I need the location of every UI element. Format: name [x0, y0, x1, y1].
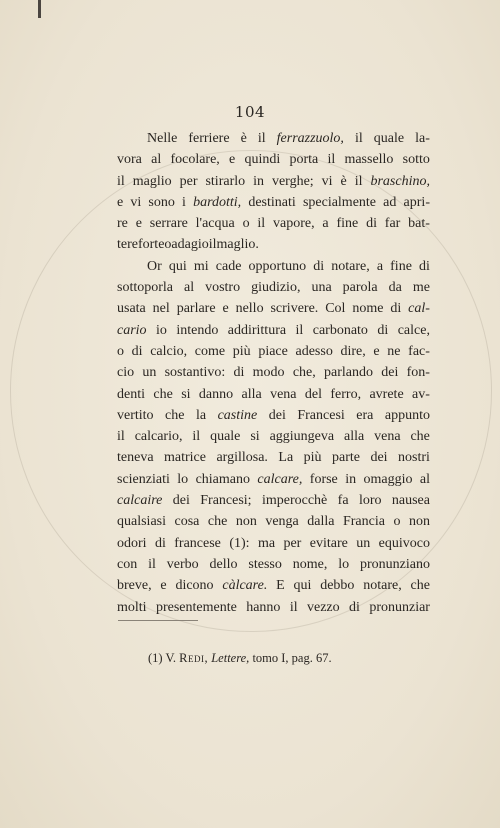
corner-mark: [38, 0, 41, 18]
word: scienziati: [117, 471, 170, 487]
word: odori: [117, 535, 147, 551]
word: chiamano: [195, 471, 250, 487]
word: qui: [168, 258, 187, 274]
word: cal-: [408, 301, 430, 317]
word: equivoco: [378, 535, 430, 551]
word: vi: [130, 194, 142, 210]
word: nello: [235, 301, 264, 317]
word: il: [327, 152, 336, 168]
word: giudizio,: [251, 280, 301, 296]
word: a: [322, 216, 329, 232]
word: specialmente: [302, 194, 377, 210]
word: bat-: [408, 216, 430, 232]
word: aggiungeva: [269, 429, 335, 445]
word: dei: [370, 450, 388, 466]
word: cio: [117, 365, 135, 381]
word: vapore,: [273, 216, 315, 232]
text-line: [117, 362, 430, 383]
text-line: [117, 490, 430, 511]
word: hanno: [246, 599, 281, 615]
word: il: [295, 322, 304, 338]
word: porta: [289, 152, 319, 168]
word: omaggio: [363, 471, 413, 487]
word: il: [117, 429, 125, 445]
word: e: [135, 216, 142, 232]
word: fac-: [408, 343, 430, 359]
word: verbo: [166, 556, 199, 572]
word: nel: [152, 301, 170, 317]
word: pronunziar: [369, 599, 430, 615]
word: Or: [147, 258, 162, 274]
word: del: [304, 386, 323, 402]
word: in: [253, 173, 264, 189]
word: il: [354, 173, 363, 189]
word: i: [182, 194, 186, 210]
word: come: [194, 343, 226, 359]
word: vi: [321, 173, 333, 189]
word: è: [340, 173, 347, 189]
word: quale: [210, 429, 241, 445]
word: l'acqua: [195, 216, 235, 232]
word: Francesi: [297, 407, 345, 423]
word: piace: [258, 343, 288, 359]
text-line: [117, 277, 430, 298]
word: un: [356, 535, 371, 551]
word: che: [153, 386, 173, 402]
word: dello: [209, 556, 238, 572]
word: il: [148, 556, 156, 572]
text-line: [117, 554, 430, 575]
word: la: [195, 407, 207, 423]
word: a: [376, 258, 384, 274]
word: un: [142, 365, 157, 381]
word: mi: [193, 258, 209, 274]
word: opportuno: [248, 258, 307, 274]
word: di: [390, 301, 402, 317]
word: stirarlo: [205, 173, 246, 189]
word: o: [393, 514, 401, 530]
word: ferriere: [188, 131, 230, 146]
word: più: [303, 450, 322, 466]
text-line: [117, 447, 430, 468]
word: qualsiasi: [117, 514, 166, 530]
word: o: [164, 237, 172, 253]
word: cario: [117, 322, 147, 338]
word: e: [373, 343, 380, 359]
word: focolare,: [170, 152, 220, 168]
text-line: [117, 426, 430, 447]
word: calcare,: [257, 471, 303, 487]
word: io: [156, 322, 167, 338]
word: lo: [338, 556, 350, 572]
word: ne: [387, 343, 401, 359]
word: o: [117, 343, 124, 359]
word: vostro: [205, 280, 241, 296]
word: è: [240, 131, 247, 146]
footnote-marker: (1) V.: [148, 651, 180, 665]
word: si: [181, 386, 191, 402]
word: e: [222, 301, 229, 317]
word: e: [229, 152, 236, 168]
footnote-rule: [118, 620, 198, 621]
word: calcio,: [150, 343, 188, 359]
word: la-: [415, 131, 430, 146]
word: il: [192, 429, 201, 445]
word: in: [345, 471, 357, 487]
word: cosa: [174, 514, 200, 530]
word: La: [278, 450, 294, 466]
word: serrare: [149, 216, 188, 232]
word: venga: [265, 514, 299, 530]
text-line: [117, 405, 430, 426]
word: non: [235, 514, 257, 530]
word: presentemente: [155, 599, 237, 615]
word: avrete: [369, 386, 404, 402]
word: dei: [172, 493, 190, 509]
word: parola: [342, 280, 378, 296]
word: re: [117, 216, 128, 232]
word: di: [233, 365, 245, 381]
word: pronunziano: [359, 556, 430, 572]
word: Francesi;: [200, 493, 252, 509]
word: di: [377, 322, 389, 338]
word: breve,: [117, 578, 152, 594]
word: calce,: [397, 322, 430, 338]
word: debbo: [320, 578, 355, 594]
text-line: [117, 298, 430, 319]
footnote-title: Lettere,: [211, 651, 250, 665]
word: tere: [117, 237, 138, 253]
word: massello: [344, 152, 394, 168]
word: ferrazzuolo,: [276, 131, 344, 146]
word: parlare: [176, 301, 216, 317]
word: denti: [117, 386, 145, 402]
word: càlcare.: [222, 578, 268, 594]
word: che: [410, 429, 430, 445]
word: sostantivo:: [164, 365, 226, 381]
word: qui: [293, 578, 312, 594]
word: molti: [117, 599, 147, 615]
word: imperocchè: [261, 493, 328, 509]
word: calcaire: [117, 493, 163, 509]
text-line: [117, 575, 430, 596]
footnote-rest: tomo I, pag. 67.: [249, 651, 332, 665]
text-line: [117, 341, 430, 362]
word: vora: [117, 152, 142, 168]
word: e: [117, 194, 124, 210]
word: che: [207, 514, 228, 530]
word: il: [208, 237, 217, 253]
word: fine: [336, 216, 359, 232]
text-line: [117, 171, 430, 192]
word: carbonato: [312, 322, 368, 338]
word: di: [313, 258, 325, 274]
word: teneva: [117, 450, 154, 466]
word: era: [356, 407, 374, 423]
word: nome,: [292, 556, 328, 572]
word: di: [366, 216, 377, 232]
word: il: [257, 131, 266, 146]
word: il: [354, 131, 363, 146]
word: di: [154, 535, 166, 551]
word: ad: [383, 194, 397, 210]
word: ferro,: [330, 386, 362, 402]
word: di: [419, 258, 430, 274]
word: e: [160, 578, 167, 594]
page-number: 104: [234, 103, 266, 121]
body-text: [117, 128, 430, 618]
word: braschino,: [370, 173, 430, 189]
word: di: [131, 343, 143, 359]
word: danno: [198, 386, 234, 402]
text-line: [117, 469, 430, 490]
word: maglio.: [216, 237, 259, 253]
word: Francia: [342, 514, 385, 530]
word: per: [283, 535, 302, 551]
word: con: [117, 556, 138, 572]
word: dei: [381, 365, 399, 381]
word: sottoporla: [117, 280, 173, 296]
word: si: [250, 429, 260, 445]
word: addirittura: [227, 322, 287, 338]
word: una: [311, 280, 332, 296]
word: nostri: [398, 450, 430, 466]
word: il: [289, 599, 298, 615]
word: calcario,: [134, 429, 183, 445]
text-line: [117, 234, 430, 255]
word: ma: [257, 535, 276, 551]
word: al: [419, 471, 430, 487]
text-line: [117, 213, 430, 234]
word: il: [117, 173, 125, 189]
word: forte: [137, 237, 165, 253]
word: parlando: [324, 365, 373, 381]
word: me: [412, 280, 430, 296]
word: parte: [331, 450, 360, 466]
word: nausea: [391, 493, 430, 509]
word: fon-: [406, 365, 430, 381]
footnote-author: Redi,: [179, 651, 209, 665]
footnote: [148, 651, 332, 666]
word: alla: [241, 386, 262, 402]
word: stesso: [248, 556, 282, 572]
word: notare,: [331, 258, 370, 274]
word: al: [151, 152, 162, 168]
word: matrice: [164, 450, 206, 466]
word: evitare: [309, 535, 348, 551]
text-line: [117, 597, 430, 618]
word: notare,: [363, 578, 402, 594]
word: scrivere.: [270, 301, 319, 317]
word: quindi: [244, 152, 281, 168]
word: apri-: [403, 194, 430, 210]
word: adesso: [295, 343, 333, 359]
word: dei: [268, 407, 286, 423]
word: dire,: [340, 343, 366, 359]
word: francese: [174, 535, 221, 551]
word: nome: [352, 301, 384, 317]
word: argillosa.: [216, 450, 268, 466]
word: sotto: [402, 152, 430, 168]
text-line: [117, 533, 430, 554]
word: modo: [252, 365, 285, 381]
text-line: [117, 128, 430, 149]
word: adagio: [171, 237, 209, 253]
word: intendo: [176, 322, 219, 338]
word: far: [384, 216, 401, 232]
word: Col: [325, 301, 346, 317]
word: appunto: [384, 407, 430, 423]
word: vertito: [117, 407, 154, 423]
word: forse: [309, 471, 338, 487]
word: vena: [270, 386, 297, 402]
word: vena: [374, 429, 401, 445]
word: per: [179, 173, 198, 189]
word: (1):: [229, 535, 250, 551]
word: Nelle: [147, 131, 178, 146]
word: dalla: [307, 514, 335, 530]
word: fine: [390, 258, 412, 274]
text-line: [117, 384, 430, 405]
word: o: [242, 216, 250, 232]
text-line: [117, 192, 430, 213]
word: E: [276, 578, 285, 594]
word: maglio: [132, 173, 172, 189]
word: dicono: [175, 578, 214, 594]
word: verghe;: [271, 173, 314, 189]
word: vezzo: [306, 599, 340, 615]
text-line: [117, 256, 430, 277]
word: loro: [358, 493, 382, 509]
word: non: [408, 514, 430, 530]
word: usata: [117, 301, 146, 317]
word: più: [232, 343, 251, 359]
word: alla: [344, 429, 365, 445]
word: che: [410, 578, 430, 594]
text-line: [117, 511, 430, 532]
word: da: [388, 280, 402, 296]
word: cade: [215, 258, 242, 274]
text-line: [117, 320, 430, 341]
word: di: [349, 599, 360, 615]
word: bardotti,: [193, 194, 242, 210]
word: al: [183, 280, 195, 296]
word: av-: [412, 386, 430, 402]
word: che: [165, 407, 185, 423]
word: il: [257, 216, 266, 232]
word: sono: [148, 194, 175, 210]
word: castine: [217, 407, 258, 423]
word: che,: [292, 365, 316, 381]
word: fa: [337, 493, 349, 509]
word: destinati: [248, 194, 296, 210]
text-line: [117, 149, 430, 170]
word: lo: [177, 471, 189, 487]
word: quale: [373, 131, 405, 146]
